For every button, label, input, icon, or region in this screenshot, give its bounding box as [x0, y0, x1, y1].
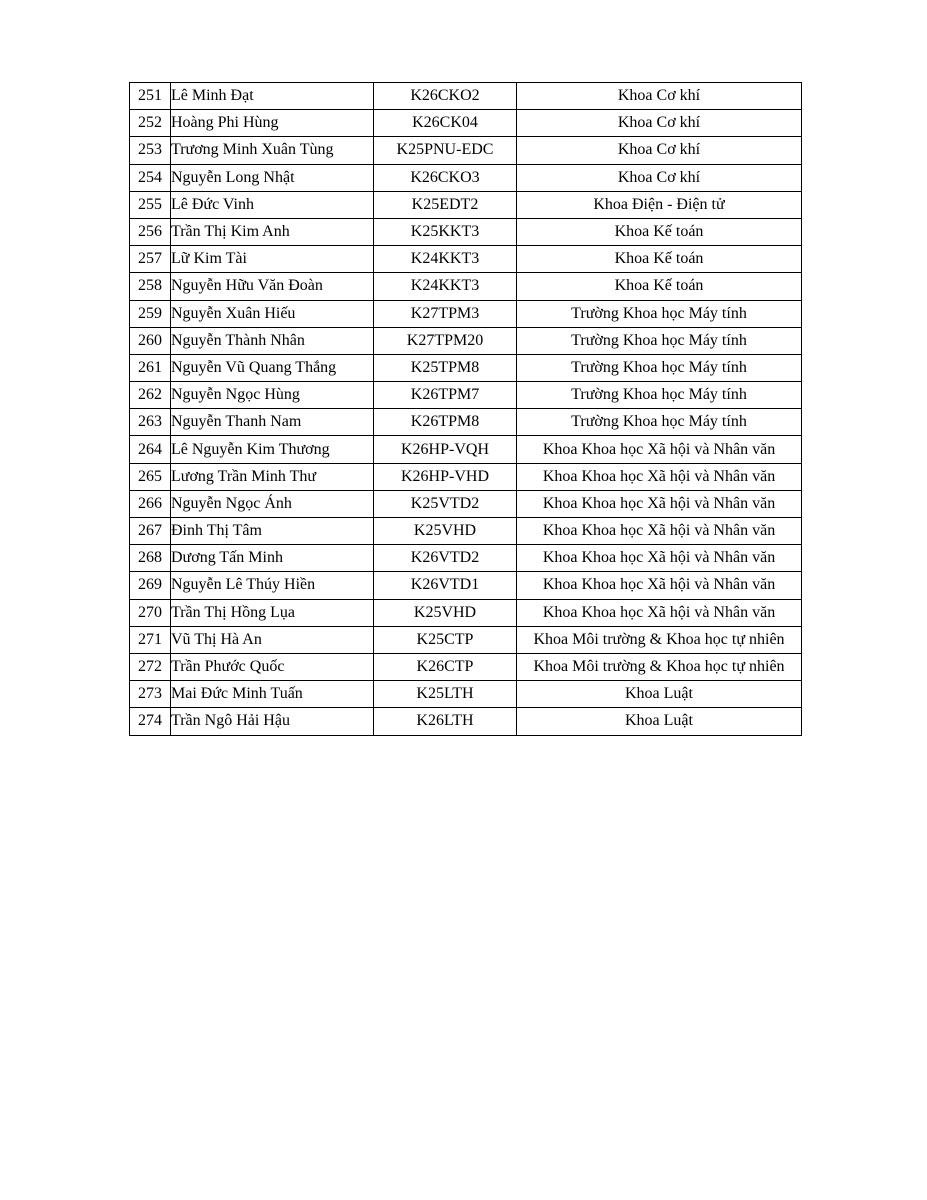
row-number-cell: 272: [130, 653, 171, 680]
row-number-cell: 270: [130, 599, 171, 626]
row-number-cell: 260: [130, 327, 171, 354]
row-number-cell: 261: [130, 354, 171, 381]
faculty-cell: Khoa Khoa học Xã hội và Nhân văn: [517, 436, 802, 463]
class-code-cell: K26VTD2: [374, 545, 517, 572]
student-name-cell: Lê Minh Đạt: [171, 83, 374, 110]
class-code-cell: K25LTH: [374, 681, 517, 708]
class-code-cell: K25TPM8: [374, 354, 517, 381]
table-row: [130, 137, 802, 164]
class-code-cell: K27TPM20: [374, 327, 517, 354]
class-code-cell: K26TPM7: [374, 382, 517, 409]
class-code-cell: K25VTD2: [374, 490, 517, 517]
faculty-cell: Khoa Cơ khí: [517, 110, 802, 137]
row-number-cell: 267: [130, 518, 171, 545]
faculty-cell: Trường Khoa học Máy tính: [517, 354, 802, 381]
table-row: [130, 708, 802, 735]
class-code-cell: K26CKO3: [374, 164, 517, 191]
class-code-cell: K27TPM3: [374, 300, 517, 327]
table-row: [130, 218, 802, 245]
row-number-cell: 271: [130, 626, 171, 653]
row-number-cell: 257: [130, 246, 171, 273]
student-name-cell: Trương Minh Xuân Tùng: [171, 137, 374, 164]
table-row: [130, 273, 802, 300]
faculty-cell: Trường Khoa học Máy tính: [517, 382, 802, 409]
student-name-cell: Hoàng Phi Hùng: [171, 110, 374, 137]
row-number-cell: 253: [130, 137, 171, 164]
student-roster-table: [129, 82, 802, 736]
class-code-cell: K26TPM8: [374, 409, 517, 436]
faculty-cell: Khoa Khoa học Xã hội và Nhân văn: [517, 572, 802, 599]
faculty-cell: Khoa Cơ khí: [517, 137, 802, 164]
faculty-cell: Khoa Cơ khí: [517, 83, 802, 110]
class-code-cell: K24KKT3: [374, 246, 517, 273]
row-number-cell: 264: [130, 436, 171, 463]
class-code-cell: K25VHD: [374, 599, 517, 626]
student-name-cell: Lữ Kim Tài: [171, 246, 374, 273]
row-number-cell: 254: [130, 164, 171, 191]
student-name-cell: Nguyễn Lê Thúy Hiền: [171, 572, 374, 599]
row-number-cell: 274: [130, 708, 171, 735]
class-code-cell: K25KKT3: [374, 218, 517, 245]
faculty-cell: Khoa Khoa học Xã hội và Nhân văn: [517, 545, 802, 572]
table-row: [130, 490, 802, 517]
table-row: [130, 300, 802, 327]
faculty-cell: Khoa Kế toán: [517, 273, 802, 300]
faculty-cell: Khoa Điện - Điện tử: [517, 191, 802, 218]
table-row: [130, 599, 802, 626]
faculty-cell: Khoa Khoa học Xã hội và Nhân văn: [517, 518, 802, 545]
table-row: [130, 382, 802, 409]
faculty-cell: Khoa Kế toán: [517, 246, 802, 273]
table-row: [130, 463, 802, 490]
student-name-cell: Trần Thị Kim Anh: [171, 218, 374, 245]
row-number-cell: 268: [130, 545, 171, 572]
class-code-cell: K25PNU-EDC: [374, 137, 517, 164]
faculty-cell: Khoa Môi trường & Khoa học tự nhiên: [517, 626, 802, 653]
table-row: [130, 246, 802, 273]
student-name-cell: Trần Ngô Hải Hậu: [171, 708, 374, 735]
faculty-cell: Khoa Khoa học Xã hội và Nhân văn: [517, 599, 802, 626]
faculty-cell: Khoa Kế toán: [517, 218, 802, 245]
row-number-cell: 258: [130, 273, 171, 300]
class-code-cell: K25VHD: [374, 518, 517, 545]
student-name-cell: Nguyễn Ngọc Ánh: [171, 490, 374, 517]
faculty-cell: Khoa Khoa học Xã hội và Nhân văn: [517, 463, 802, 490]
row-number-cell: 256: [130, 218, 171, 245]
row-number-cell: 259: [130, 300, 171, 327]
faculty-cell: Khoa Môi trường & Khoa học tự nhiên: [517, 653, 802, 680]
table-row: [130, 191, 802, 218]
student-name-cell: Lê Đức Vinh: [171, 191, 374, 218]
student-name-cell: Mai Đức Minh Tuấn: [171, 681, 374, 708]
table-row: [130, 572, 802, 599]
student-name-cell: Vũ Thị Hà An: [171, 626, 374, 653]
student-name-cell: Nguyễn Thành Nhân: [171, 327, 374, 354]
student-name-cell: Trần Thị Hồng Lụa: [171, 599, 374, 626]
student-name-cell: Nguyễn Long Nhật: [171, 164, 374, 191]
row-number-cell: 251: [130, 83, 171, 110]
faculty-cell: Khoa Luật: [517, 708, 802, 735]
student-name-cell: Nguyễn Thanh Nam: [171, 409, 374, 436]
row-number-cell: 255: [130, 191, 171, 218]
row-number-cell: 273: [130, 681, 171, 708]
table-row: [130, 626, 802, 653]
class-code-cell: K25CTP: [374, 626, 517, 653]
table-row: [130, 327, 802, 354]
student-name-cell: Nguyễn Hữu Văn Đoàn: [171, 273, 374, 300]
table-row: [130, 436, 802, 463]
table-row: [130, 409, 802, 436]
faculty-cell: Khoa Cơ khí: [517, 164, 802, 191]
class-code-cell: K26VTD1: [374, 572, 517, 599]
student-name-cell: Nguyễn Xuân Hiếu: [171, 300, 374, 327]
student-name-cell: Nguyễn Vũ Quang Thắng: [171, 354, 374, 381]
table-row: [130, 518, 802, 545]
table-row: [130, 164, 802, 191]
row-number-cell: 263: [130, 409, 171, 436]
class-code-cell: K26CK04: [374, 110, 517, 137]
class-code-cell: K26CTP: [374, 653, 517, 680]
row-number-cell: 265: [130, 463, 171, 490]
class-code-cell: K26CKO2: [374, 83, 517, 110]
table-row: [130, 653, 802, 680]
faculty-cell: Khoa Khoa học Xã hội và Nhân văn: [517, 490, 802, 517]
class-code-cell: K26HP-VHD: [374, 463, 517, 490]
row-number-cell: 266: [130, 490, 171, 517]
table-row: [130, 110, 802, 137]
roster-table-body: [130, 83, 802, 736]
student-name-cell: Lê Nguyễn Kim Thương: [171, 436, 374, 463]
class-code-cell: K24KKT3: [374, 273, 517, 300]
table-row: [130, 681, 802, 708]
faculty-cell: Trường Khoa học Máy tính: [517, 300, 802, 327]
row-number-cell: 269: [130, 572, 171, 599]
student-name-cell: Đinh Thị Tâm: [171, 518, 374, 545]
class-code-cell: K26HP-VQH: [374, 436, 517, 463]
table-row: [130, 545, 802, 572]
student-name-cell: Nguyễn Ngọc Hùng: [171, 382, 374, 409]
table-row: [130, 354, 802, 381]
class-code-cell: K26LTH: [374, 708, 517, 735]
faculty-cell: Trường Khoa học Máy tính: [517, 409, 802, 436]
row-number-cell: 252: [130, 110, 171, 137]
student-name-cell: Trần Phước Quốc: [171, 653, 374, 680]
class-code-cell: K25EDT2: [374, 191, 517, 218]
row-number-cell: 262: [130, 382, 171, 409]
student-name-cell: Lương Trần Minh Thư: [171, 463, 374, 490]
faculty-cell: Khoa Luật: [517, 681, 802, 708]
table-row: [130, 83, 802, 110]
student-name-cell: Dương Tấn Minh: [171, 545, 374, 572]
faculty-cell: Trường Khoa học Máy tính: [517, 327, 802, 354]
